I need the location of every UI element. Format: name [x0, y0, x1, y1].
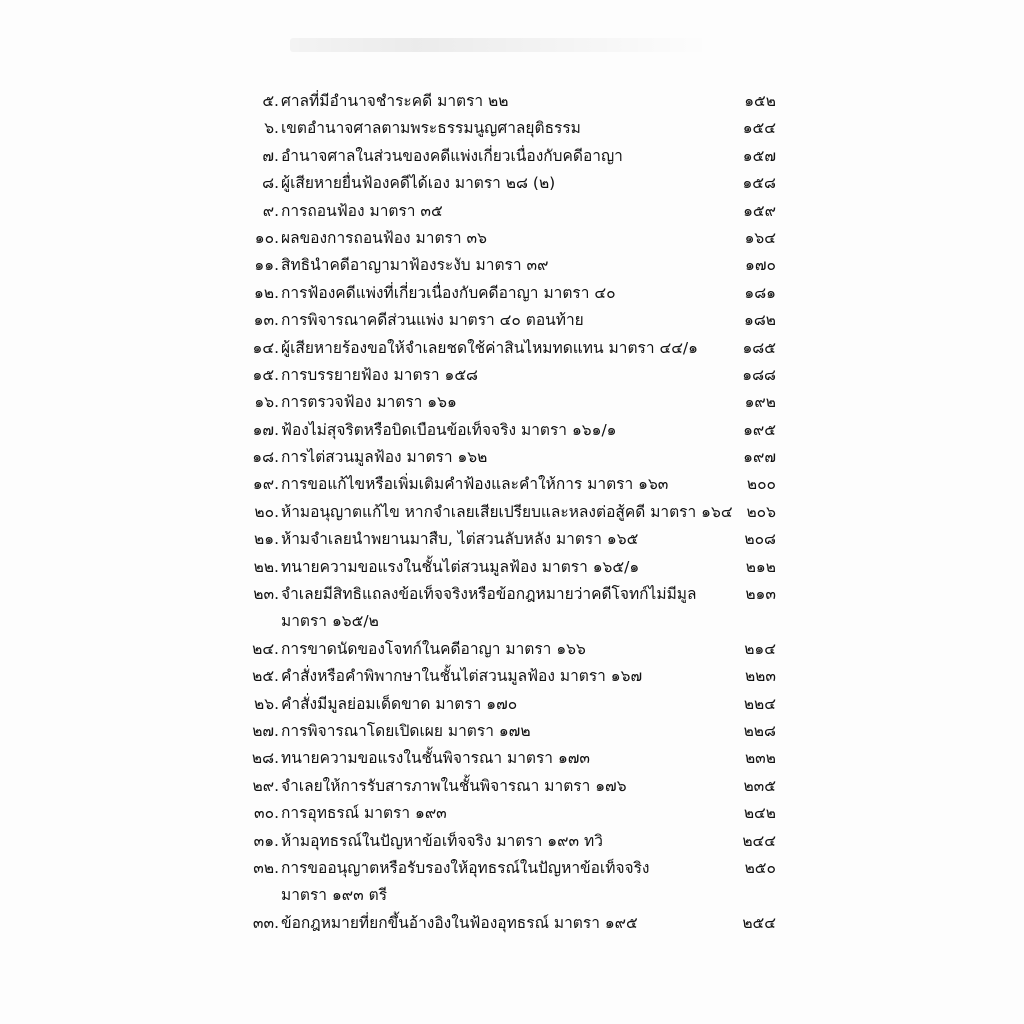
toc-entry — [0, 115, 1024, 142]
entry-page: ๑๙๗ — [743, 448, 776, 467]
toc-entry — [0, 554, 1024, 581]
entry-title: ห้ามอนุญาตแก้ไข หากจำเลยเสียเปรียบและหลงต่อสู้คดี มาตรา ๑๖๔ — [281, 502, 733, 521]
entry-number: ๒๔. — [252, 639, 279, 658]
entry-title: การพิจารณาคดีส่วนแพ่ง มาตรา ๔๐ ตอนท้าย — [281, 311, 584, 330]
entry-title: การตรวจฟ้อง มาตรา ๑๖๑ — [281, 393, 457, 412]
entry-title: ห้ามจำเลยนำพยานมาสืบ, ไต่สวนลับหลัง มาตรา ๑๖๕ — [281, 530, 639, 549]
toc-entry-continuation — [0, 608, 1024, 635]
entry-number: ๒๖. — [254, 694, 279, 713]
toc-entry — [0, 691, 1024, 718]
toc-entry — [0, 499, 1024, 526]
toc-entry — [0, 417, 1024, 444]
entry-title: การบรรยายฟ้อง มาตรา ๑๕๘ — [281, 365, 479, 384]
entry-page: ๑๕๗ — [742, 146, 776, 165]
entry-page: ๑๘๕ — [742, 338, 776, 357]
entry-title: การพิจารณาโดยเปิดเผย มาตรา ๑๗๒ — [281, 721, 531, 740]
entry-number: ๑๔. — [252, 338, 279, 357]
entry-number: ๗. — [262, 146, 279, 165]
entry-number: ๒๗. — [252, 721, 279, 740]
entry-number: ๑๕. — [252, 365, 279, 384]
entry-page: ๑๙๕ — [743, 420, 776, 439]
entry-number: ๓๓. — [252, 913, 279, 932]
entry-page: ๑๘๑ — [744, 283, 776, 302]
entry-title: การถอนฟ้อง มาตรา ๓๕ — [281, 201, 443, 220]
entry-number: ๕. — [262, 92, 279, 110]
entry-page: ๒๓๒ — [744, 749, 776, 768]
entry-title: การขออนุญาตหรือรับรองให้อุทธรณ์ในปัญหาข้อเท็จจริง — [281, 858, 650, 877]
entry-number: ๘. — [262, 174, 279, 193]
entry-page: ๒๔๒ — [743, 804, 776, 823]
reverse-side-show-through — [290, 38, 710, 52]
entry-title: การอุทธรณ์ มาตรา ๑๙๓ — [281, 804, 447, 823]
entry-title: มาตรา ๑๙๓ ตรี — [281, 886, 388, 905]
entry-page: ๒๓๕ — [743, 776, 776, 795]
entry-page: ๒๕๔ — [742, 913, 776, 932]
entry-title: มาตรา ๑๖๕/๒ — [281, 612, 379, 631]
entry-page: ๑๘๒ — [743, 311, 776, 330]
entry-page: ๒๔๔ — [742, 831, 776, 850]
entry-page: ๒๐๖ — [746, 502, 776, 521]
entry-number: ๒๒. — [253, 557, 279, 576]
entry-title: สิทธินำคดีอาญามาฟ้องระงับ มาตรา ๓๙ — [281, 256, 549, 275]
entry-title: ทนายความขอแรงในชั้นไต่สวนมูลฟ้อง มาตรา ๑๖๕/๑ — [281, 557, 640, 576]
entry-page: ๒๐๘ — [744, 530, 776, 549]
entry-number: ๓๐. — [254, 804, 279, 823]
toc-entry — [0, 471, 1024, 498]
entry-page: ๑๘๘ — [742, 365, 776, 384]
entry-page: ๑๙๒ — [744, 393, 776, 412]
toc-entry — [0, 88, 1024, 115]
entry-page: ๑๕๔ — [742, 119, 776, 138]
entry-title: อำนาจศาลในส่วนของคดีแพ่งเกี่ยวเนื่องกับคดีอาญา — [281, 146, 623, 165]
toc-entry — [0, 581, 1024, 608]
entry-page: ๒๒๘ — [743, 721, 776, 740]
entry-number: ๒๘. — [251, 749, 279, 768]
toc-entry — [0, 718, 1024, 745]
entry-number: ๒๐. — [254, 502, 279, 521]
entry-number: ๑๙. — [252, 475, 279, 494]
toc-entry — [0, 663, 1024, 690]
entry-number: ๑๓. — [253, 311, 279, 330]
entry-number: ๒๓. — [253, 585, 279, 604]
entry-title: ผลของการถอนฟ้อง มาตรา ๓๖ — [281, 228, 487, 247]
toc-entry — [0, 828, 1024, 855]
table-of-contents — [0, 88, 1024, 937]
entry-title: การไต่สวนมูลฟ้อง มาตรา ๑๖๒ — [281, 448, 488, 467]
entry-number: ๓๒. — [253, 858, 279, 877]
entry-number: ๒๙. — [252, 776, 279, 795]
toc-entry-continuation — [0, 882, 1024, 909]
entry-number: ๑๐. — [254, 228, 279, 247]
entry-title: ฟ้องไม่สุจริตหรือบิดเบือนข้อเท็จจริง มาตรา ๑๖๑/๑ — [281, 420, 617, 439]
toc-entry — [0, 280, 1024, 307]
entry-number: ๑๘. — [252, 448, 279, 467]
entry-page: ๒๑๒ — [745, 557, 776, 576]
toc-entry — [0, 225, 1024, 252]
entry-page: ๑๖๔ — [744, 228, 776, 247]
toc-entry — [0, 444, 1024, 471]
entry-page: ๑๕๒ — [744, 92, 776, 110]
toc-entry — [0, 800, 1024, 827]
toc-entry — [0, 526, 1024, 553]
entry-number: ๑๗. — [252, 420, 279, 439]
entry-page: ๒๑๓ — [745, 585, 776, 604]
entry-title: ข้อกฎหมายที่ยกขึ้นอ้างอิงในฟ้องอุทธรณ์ มาตรา ๑๙๕ — [281, 913, 638, 932]
entry-number: ๒๕. — [252, 667, 279, 686]
entry-title: เขตอำนาจศาลตามพระธรรมนูญศาลยุติธรรม — [281, 119, 581, 138]
toc-entry — [0, 143, 1024, 170]
toc-entry — [0, 198, 1024, 225]
entry-page: ๑๕๘ — [742, 174, 776, 193]
toc-entry — [0, 170, 1024, 197]
entry-page: ๒๑๔ — [744, 639, 776, 658]
entry-number: ๙. — [262, 201, 279, 220]
toc-entry — [0, 335, 1024, 362]
toc-entry — [0, 636, 1024, 663]
entry-page: ๒๒๓ — [744, 667, 776, 686]
entry-title: จำเลยมีสิทธิแถลงข้อเท็จจริงหรือข้อกฎหมายว่าคดีโจทก์ไม่มีมูล — [281, 585, 697, 604]
entry-title: ผู้เสียหายร้องขอให้จำเลยชดใช้ค่าสินไหมทดแทน มาตรา ๔๔/๑ — [281, 338, 698, 357]
toc-entry — [0, 252, 1024, 279]
entry-page: ๑๕๙ — [743, 201, 776, 220]
toc-entry — [0, 745, 1024, 772]
entry-title: ศาลที่มีอำนาจชำระคดี มาตรา ๒๒ — [281, 92, 509, 110]
entry-title: การฟ้องคดีแพ่งที่เกี่ยวเนื่องกับคดีอาญา มาตรา ๔๐ — [281, 283, 616, 302]
entry-page: ๑๗๐ — [745, 256, 776, 275]
entry-number: ๖. — [264, 119, 279, 138]
entry-page: ๒๒๔ — [743, 694, 776, 713]
entry-number: ๑๒. — [254, 283, 279, 302]
entry-page: ๒๐๐ — [746, 475, 776, 494]
toc-entry — [0, 389, 1024, 416]
entry-title: ห้ามอุทธรณ์ในปัญหาข้อเท็จจริง มาตรา ๑๙๓ ทวิ — [281, 831, 603, 850]
entry-title: ทนายความขอแรงในชั้นพิจารณา มาตรา ๑๗๓ — [281, 749, 591, 768]
entry-number: ๑๑. — [254, 256, 279, 275]
toc-entry — [0, 362, 1024, 389]
toc-entry — [0, 910, 1024, 937]
entry-title: จำเลยให้การรับสารภาพในชั้นพิจารณา มาตรา ๑๗๖ — [281, 776, 627, 795]
toc-entry — [0, 307, 1024, 334]
entry-title: ผู้เสียหายยื่นฟ้องคดีได้เอง มาตรา ๒๘ (๒) — [281, 174, 556, 193]
entry-number: ๒๑. — [254, 530, 279, 549]
entry-page: ๒๕๐ — [744, 858, 776, 877]
entry-number: ๑๖. — [254, 393, 279, 412]
entry-number: ๓๑. — [253, 831, 279, 850]
entry-title: คำสั่งหรือคำพิพากษาในชั้นไต่สวนมูลฟ้อง มาตรา ๑๖๗ — [281, 667, 643, 686]
toc-entry — [0, 773, 1024, 800]
entry-title: การขาดนัดของโจทก์ในคดีอาญา มาตรา ๑๖๖ — [281, 639, 586, 658]
toc-entry — [0, 855, 1024, 882]
entry-title: การขอแก้ไขหรือเพิ่มเติมคำฟ้องและคำให้การ มาตรา ๑๖๓ — [281, 475, 669, 494]
entry-title: คำสั่งมีมูลย่อมเด็ดขาด มาตรา ๑๗๐ — [281, 694, 518, 713]
